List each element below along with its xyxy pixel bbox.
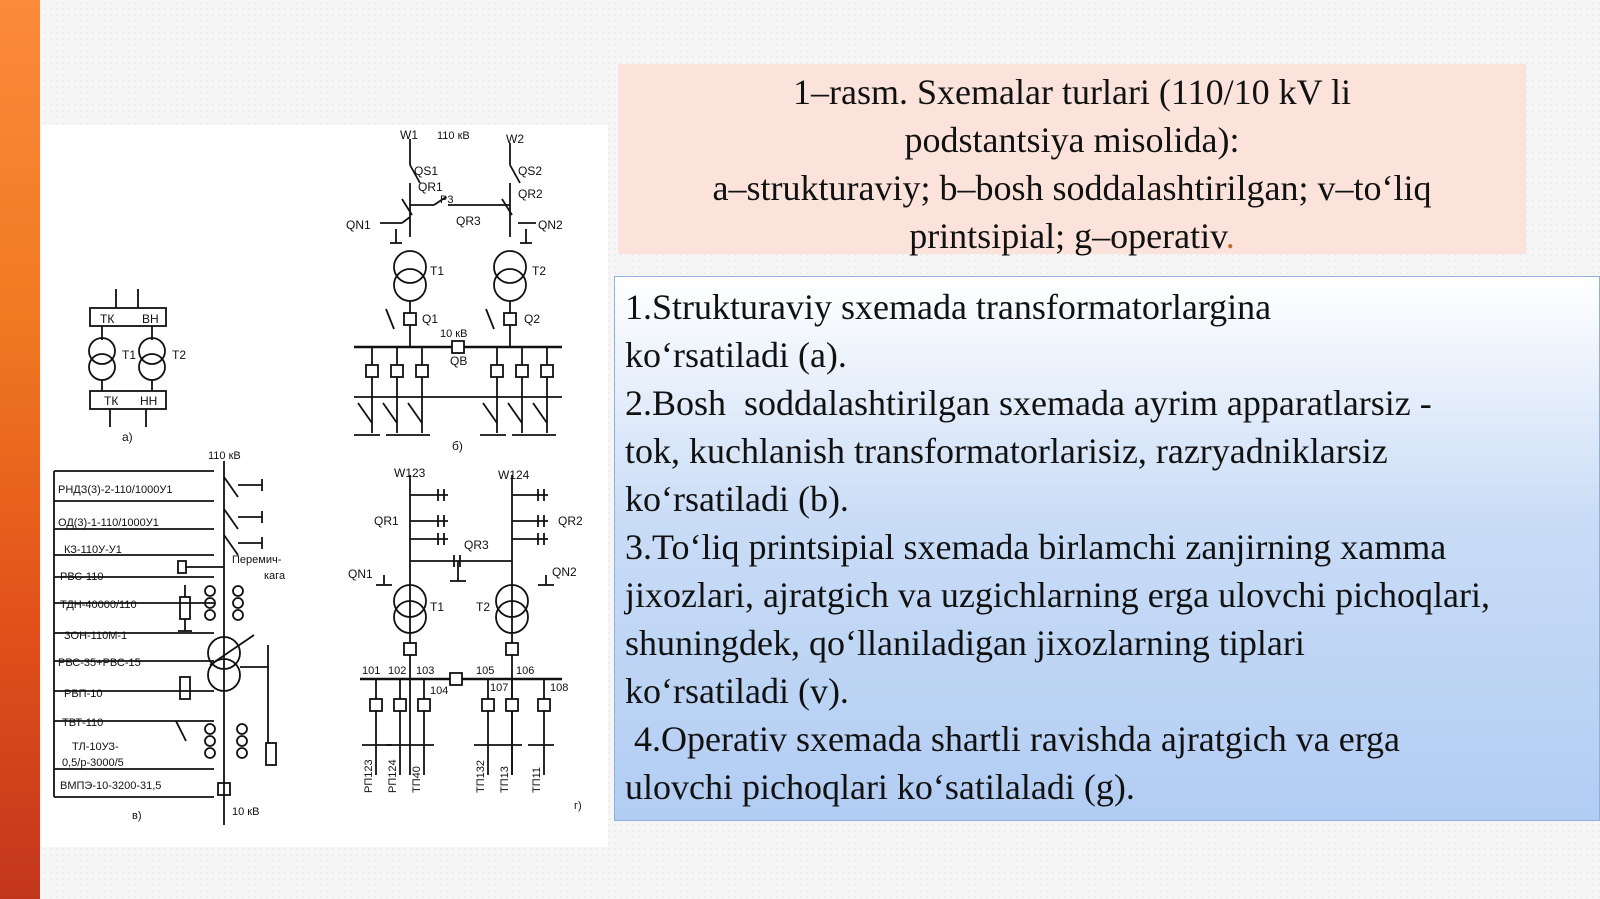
- label-g-106: 106: [516, 665, 535, 677]
- label-b-t2: T2: [532, 264, 547, 278]
- label-b-qr3: QR3: [456, 214, 481, 228]
- caption-end-dot: .: [1225, 216, 1235, 256]
- figure-caption: [618, 64, 1526, 254]
- text-line-8: shuningdek, qo‘llaniladigan jixozlarning tiplari: [625, 623, 1305, 663]
- label-b-qn1: QN1: [346, 218, 371, 232]
- label-v-110kv: 110 кВ: [208, 450, 241, 462]
- label-g-qr2: QR2: [558, 514, 583, 528]
- label-b-qn2: QN2: [538, 218, 563, 232]
- label-v-row-7: РВС-35+РВС-15: [58, 657, 141, 669]
- label-g-t2: T2: [476, 600, 491, 614]
- text-line-3: 2.Bosh soddalashtirilgan sxemada ayrim apparatlarsiz -: [625, 383, 1432, 423]
- label-v-row-1: РНДЗ(3)-2-110/1000У1: [58, 484, 173, 496]
- label-g-108: 108: [550, 682, 569, 694]
- label-b-qr1: QR1: [418, 180, 443, 194]
- label-v-row-10: ТЛ-10УЗ-: [72, 741, 119, 753]
- caption-line-2: podstantsiya misolida):: [904, 120, 1240, 160]
- label-a-tag: а): [122, 430, 133, 444]
- explanation-text-box: [614, 276, 1600, 821]
- label-b-110kv: 110 кВ: [437, 130, 470, 142]
- label-v-row-4: РВС-110: [60, 571, 104, 583]
- label-v-tag: в): [132, 810, 142, 822]
- label-b-tag: б): [452, 439, 463, 453]
- label-g-qn2: QN2: [552, 565, 577, 579]
- label-v-row-11: 0,5/р-3000/5: [62, 757, 124, 769]
- label-g-out-2: РП124: [387, 759, 399, 793]
- label-v-row-8: РВП-10: [64, 688, 103, 700]
- caption-line-3: a–strukturaviy; b–bosh soddalashtirilgan; v–to‘liq: [712, 168, 1432, 208]
- label-g-107: 107: [490, 682, 509, 694]
- label-a-t1: T1: [122, 348, 137, 362]
- label-v-row-12: ВМПЭ-10-3200-31,5: [60, 780, 162, 792]
- label-b-p3: P3: [440, 194, 454, 206]
- text-line-1: 1.Strukturaviy sxemada transformatorlargina: [625, 287, 1272, 327]
- label-b-qb: QB: [450, 354, 468, 368]
- caption-line-4: [618, 212, 1526, 260]
- label-g-105: 105: [476, 665, 495, 677]
- label-g-qn1: QN1: [348, 567, 373, 581]
- label-g-w123: W123: [394, 466, 426, 480]
- label-g-out-5: ТП13: [499, 766, 511, 793]
- label-v-row-5: ТДН-40000/110: [60, 599, 137, 611]
- label-v-row-3: КЗ-110У-У1: [64, 544, 122, 556]
- label-g-103: 103: [416, 665, 435, 677]
- text-line-6: 3.To‘liq printsipial sxemada birlamchi zanjirning xamma: [625, 527, 1447, 567]
- label-b-10kv: 10 кВ: [440, 328, 468, 340]
- label-a-tk-bottom: ТК: [104, 394, 119, 408]
- label-v-10kv: 10 кВ: [232, 806, 260, 818]
- label-g-qr1: QR1: [374, 514, 399, 528]
- label-g-out-3: ТП40: [411, 766, 423, 793]
- label-g-102: 102: [388, 665, 407, 677]
- label-a-t2: T2: [172, 348, 187, 362]
- substation-diagrams: [42, 125, 608, 847]
- label-g-t1: T1: [430, 600, 445, 614]
- text-line-5: ko‘rsatiladi (b).: [625, 479, 849, 519]
- label-g-tag: г): [574, 800, 582, 812]
- caption-line-1: 1–rasm. Sxemalar turlari (110/10 kV li: [793, 72, 1351, 112]
- label-v-row-9: ТВТ-110: [62, 717, 104, 729]
- label-v-jumper-1: Перемич-: [232, 554, 282, 566]
- label-v-row-2: ОД(3)-1-110/1000У1: [58, 517, 159, 529]
- label-b-qs2: QS2: [518, 164, 543, 178]
- label-b-w1: W1: [400, 128, 418, 142]
- text-line-4: tok, kuchlanish transformatorlarisiz, razryadniklarsiz: [625, 431, 1388, 471]
- orange-side-bar: [0, 0, 40, 899]
- label-v-row-6: ЗОН-110М-1: [64, 630, 128, 642]
- label-g-w124: W124: [498, 468, 530, 482]
- text-line-2: ko‘rsatiladi (a).: [625, 335, 847, 375]
- diagram-b: [354, 139, 562, 435]
- label-a-vn: ВН: [142, 312, 159, 326]
- label-b-w2: W2: [506, 132, 524, 146]
- label-a-tk-top: ТК: [100, 312, 115, 326]
- label-g-out-1: РП123: [363, 759, 375, 793]
- label-a-nn: НН: [140, 394, 158, 408]
- label-g-out-4: ТП132: [475, 760, 487, 793]
- text-line-11: ulovchi pichoqlari ko‘satilaladi (g).: [625, 767, 1135, 807]
- label-b-t1: T1: [430, 264, 445, 278]
- label-b-q1: Q1: [422, 312, 439, 326]
- label-v-jumper-2: кага: [264, 570, 286, 582]
- label-b-qr2: QR2: [518, 187, 543, 201]
- text-line-10: 4.Operativ sxemada shartli ravishda ajratgich va erga: [625, 719, 1401, 759]
- label-g-qr3: QR3: [464, 538, 489, 552]
- diagram-panel: [42, 125, 608, 847]
- diagram-v: [54, 461, 276, 825]
- text-line-7: jixozlari, ajratgich va uzgichlarning erga ulovchi pichoqlari,: [625, 575, 1491, 615]
- label-g-101: 101: [362, 665, 381, 677]
- label-b-qs1: QS1: [414, 164, 439, 178]
- label-g-out-6: ТП11: [531, 766, 543, 793]
- label-g-104: 104: [430, 685, 449, 697]
- label-b-q2: Q2: [524, 312, 541, 326]
- text-line-9: ko‘rsatiladi (v).: [625, 671, 849, 711]
- caption-line-4-text: printsipial; g–operativ: [909, 216, 1226, 256]
